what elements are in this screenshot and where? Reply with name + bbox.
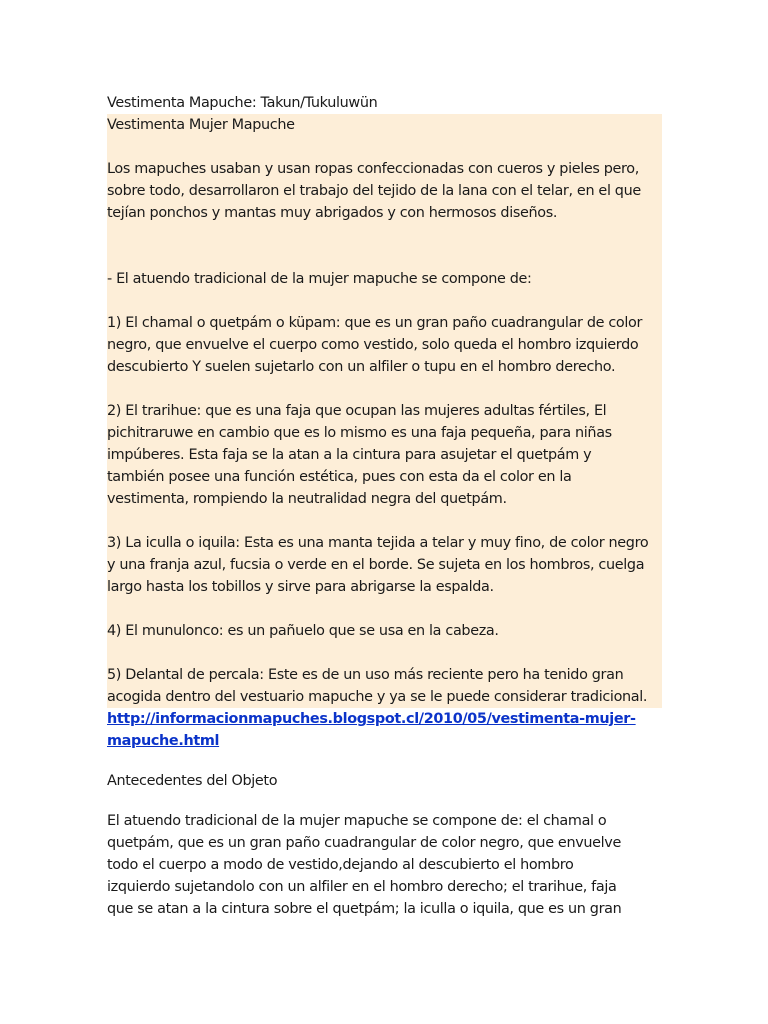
paragraph-line: vestimenta, rompiendo la neutralidad negra del quetpám. (107, 491, 507, 507)
paragraph-line: negro, que envuelve el cuerpo como vestido, solo queda el hombro izquierdo (107, 337, 639, 353)
paragraph-line: quetpám, que es un gran paño cuadrangular de color negro, que envuelve (107, 835, 621, 851)
list-item-3 (107, 532, 662, 598)
source-link-line[interactable]: http://informacionmapuches.blogspot.cl/2010/05/vestimenta-mujer- (107, 711, 636, 727)
paragraph-line: El atuendo tradicional de la mujer mapuche se compone de: el chamal o (107, 813, 607, 829)
source-link-line[interactable]: mapuche.html (107, 733, 220, 749)
section-paragraph (107, 810, 662, 920)
section-heading: Antecedentes del Objeto (107, 773, 278, 789)
paragraph-line: que se atan a la cintura sobre el quetpám; la iculla o iquila, que es un gran (107, 901, 622, 917)
paragraph-line: sobre todo, desarrollaron el trabajo del tejido de la lana con el telar, en el que (107, 183, 641, 199)
paragraph-line: impúberes. Esta faja se la atan a la cintura para asujetar el quetpám y (107, 447, 592, 463)
paragraph-line: descubierto Y suelen sujetarlo con un alfiler o tupu en el hombro derecho. (107, 359, 616, 375)
paragraph-line: 4) El munulonco: es un pañuelo que se usa en la cabeza. (107, 623, 499, 639)
paragraph-line: también posee una función estética, pues con esta da el color en la (107, 469, 572, 485)
highlighted-block (107, 114, 662, 708)
paragraph-line: Los mapuches usaban y usan ropas confeccionadas con cueros y pieles pero, (107, 161, 639, 177)
document-page (107, 92, 662, 920)
paragraph-line: pichitraruwe en cambio que es lo mismo es una faja pequeña, para niñas (107, 425, 612, 441)
paragraph-line: 2) El trarihue: que es una faja que ocupan las mujeres adultas fértiles, El (107, 403, 607, 419)
highlight-heading: Vestimenta Mujer Mapuche (107, 117, 295, 133)
list-item-5 (107, 664, 662, 708)
paragraph-line: acogida dentro del vestuario mapuche y ya se le puede considerar tradicional. (107, 689, 648, 705)
paragraph-line: todo el cuerpo a modo de vestido,dejando al descubierto el hombro (107, 857, 574, 873)
list-item-4 (107, 620, 662, 642)
paragraph-line: largo hasta los tobillos y sirve para abrigarse la espalda. (107, 579, 494, 595)
paragraph-line: 1) El chamal o quetpám o küpam: que es un gran paño cuadrangular de color (107, 315, 643, 331)
paragraph-line: y una franja azul, fucsia o verde en el borde. Se sujeta en los hombros, cuelga (107, 557, 645, 573)
list-intro: - El atuendo tradicional de la mujer mapuche se compone de: (107, 271, 532, 287)
paragraph-line: tejían ponchos y mantas muy abrigados y con hermosos diseños. (107, 205, 558, 221)
document-title: Vestimenta Mapuche: Takun/Tukuluwün (107, 95, 378, 111)
paragraph-line: izquierdo sujetandolo con un alfiler en el hombro derecho; el trarihue, faja (107, 879, 617, 895)
list-item-2 (107, 400, 662, 510)
paragraph-line: 5) Delantal de percala: Este es de un uso más reciente pero ha tenido gran (107, 667, 624, 683)
intro-paragraph (107, 158, 662, 224)
list-item-1 (107, 312, 662, 378)
source-link[interactable] (107, 708, 662, 752)
paragraph-line: 3) La iculla o iquila: Esta es una manta tejida a telar y muy fino, de color negro (107, 535, 649, 551)
